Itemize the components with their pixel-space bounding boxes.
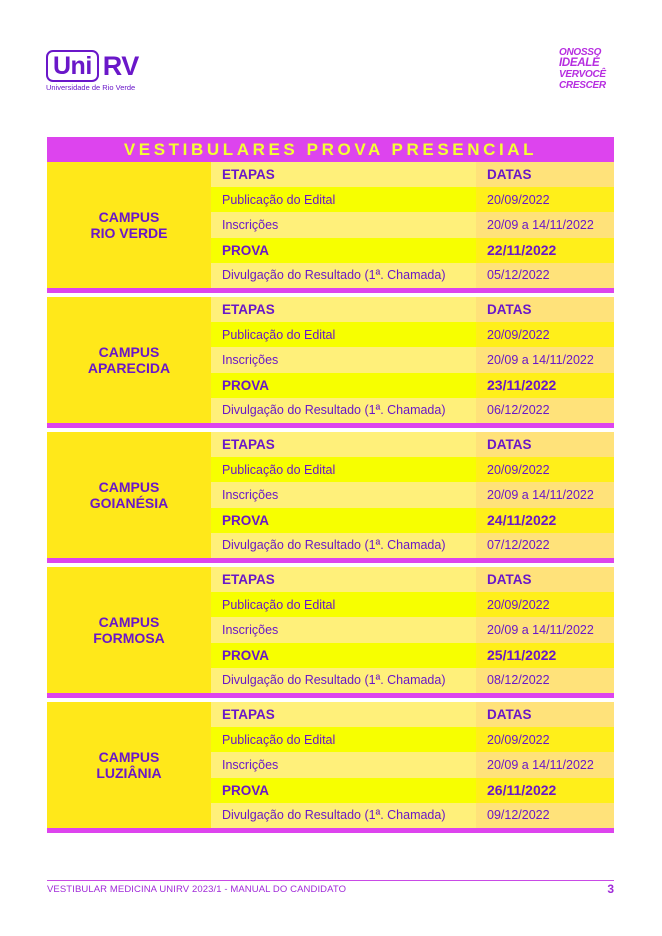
stage-cell: Publicação do Edital bbox=[222, 327, 336, 342]
table-row bbox=[211, 482, 614, 507]
campus-separator bbox=[47, 288, 614, 297]
stage-cell: Divulgação do Resultado (1ª. Chamada) bbox=[222, 673, 446, 688]
stage-cell: PROVA bbox=[222, 782, 270, 798]
campus-name-line2: FORMOSA bbox=[93, 630, 165, 646]
date-cell: 20/09/2022 bbox=[476, 727, 614, 752]
table-header-row bbox=[211, 567, 614, 592]
date-cell: 09/12/2022 bbox=[476, 803, 614, 828]
table-row bbox=[211, 592, 614, 617]
campus-block bbox=[47, 162, 614, 297]
table-row bbox=[211, 457, 614, 482]
campus-section bbox=[47, 702, 614, 828]
campus-block bbox=[47, 432, 614, 567]
footer-text: VESTIBULAR MEDICINA UNIRV 2023/1 - MANUAL DO CANDIDATO bbox=[47, 884, 347, 895]
campus-rows bbox=[211, 432, 614, 558]
table-row bbox=[211, 778, 614, 803]
stage-cell: Publicação do Edital bbox=[222, 597, 336, 612]
stage-cell: Publicação do Edital bbox=[222, 462, 336, 477]
date-cell: 08/12/2022 bbox=[476, 668, 614, 693]
date-cell: 20/09 a 14/11/2022 bbox=[476, 482, 614, 507]
table-row bbox=[211, 533, 614, 558]
date-cell: 20/09/2022 bbox=[476, 457, 614, 482]
date-header: DATAS bbox=[476, 567, 614, 592]
campus-separator bbox=[47, 558, 614, 567]
campus-name bbox=[47, 567, 211, 693]
campus-name bbox=[47, 702, 211, 828]
table-row bbox=[211, 212, 614, 237]
stage-cell: PROVA bbox=[222, 647, 270, 663]
campus-name-line2: LUZIÂNIA bbox=[96, 765, 162, 781]
date-cell: 06/12/2022 bbox=[476, 398, 614, 423]
table-header-row bbox=[211, 432, 614, 457]
date-header: DATAS bbox=[476, 432, 614, 457]
campus-name-line1: CAMPUS bbox=[98, 209, 160, 225]
campus-name-text bbox=[88, 344, 170, 376]
table-header-row bbox=[211, 297, 614, 322]
campus-block bbox=[47, 567, 614, 702]
campus-name-line1: CAMPUS bbox=[98, 614, 160, 630]
date-cell: 20/09/2022 bbox=[476, 187, 614, 212]
stage-cell: Publicação do Edital bbox=[222, 192, 336, 207]
stage-cell: PROVA bbox=[222, 377, 270, 393]
campus-name-line2: APARECIDA bbox=[87, 360, 171, 376]
date-cell: 20/09 a 14/11/2022 bbox=[476, 617, 614, 642]
table-row bbox=[211, 238, 614, 263]
stage-cell: PROVA bbox=[222, 512, 270, 528]
table-row bbox=[211, 803, 614, 828]
slogan-line: VERVOCÊ bbox=[559, 69, 606, 80]
table-row bbox=[211, 668, 614, 693]
date-cell: 20/09 a 14/11/2022 bbox=[476, 347, 614, 372]
campus-name-line1: CAMPUS bbox=[98, 344, 160, 360]
logo-uni-box: Uni bbox=[46, 50, 99, 82]
campus-section bbox=[47, 297, 614, 423]
table-row bbox=[211, 727, 614, 752]
date-header: DATAS bbox=[476, 162, 614, 187]
table-row bbox=[211, 617, 614, 642]
campus-separator bbox=[47, 693, 614, 702]
campus-name-text bbox=[90, 209, 167, 241]
campus-block bbox=[47, 297, 614, 432]
stage-cell: Inscrições bbox=[222, 217, 279, 232]
campus-name-text bbox=[90, 479, 169, 511]
date-cell: 05/12/2022 bbox=[476, 263, 614, 288]
campus-separator bbox=[47, 423, 614, 432]
stage-cell: Inscrições bbox=[222, 622, 279, 637]
campus-section bbox=[47, 567, 614, 693]
stage-cell: Inscrições bbox=[222, 352, 279, 367]
date-header: DATAS bbox=[476, 297, 614, 322]
stage-cell: Divulgação do Resultado (1ª. Chamada) bbox=[222, 808, 446, 823]
table-row bbox=[211, 752, 614, 777]
stage-header: ETAPAS bbox=[222, 302, 275, 318]
campus-name-line1: CAMPUS bbox=[98, 749, 160, 765]
campus-rows bbox=[211, 702, 614, 828]
stage-header: ETAPAS bbox=[222, 167, 275, 183]
campus-section bbox=[47, 432, 614, 558]
logo-subtitle: Universidade de Rio Verde bbox=[46, 83, 136, 92]
campus-list bbox=[47, 162, 614, 833]
slogan-line: CRESCER bbox=[559, 80, 606, 91]
table-header-row bbox=[211, 162, 614, 187]
page-number: 3 bbox=[607, 882, 614, 896]
campus-block bbox=[47, 702, 614, 833]
date-header: DATAS bbox=[476, 702, 614, 727]
campus-name bbox=[47, 162, 211, 288]
date-cell: 07/12/2022 bbox=[476, 533, 614, 558]
stage-header: ETAPAS bbox=[222, 572, 275, 588]
table-row bbox=[211, 643, 614, 668]
campus-separator bbox=[47, 828, 614, 833]
slogan-logo bbox=[559, 47, 615, 91]
logo-wordmark bbox=[46, 50, 139, 82]
campus-name-text bbox=[96, 749, 161, 781]
stage-cell: Inscrições bbox=[222, 487, 279, 502]
slogan-line: ONOSSO bbox=[559, 47, 602, 58]
date-cell: 24/11/2022 bbox=[476, 508, 614, 533]
campus-name-text bbox=[93, 614, 165, 646]
campus-rows bbox=[211, 297, 614, 423]
date-cell: 23/11/2022 bbox=[476, 373, 614, 398]
stage-cell: Divulgação do Resultado (1ª. Chamada) bbox=[222, 403, 446, 418]
table-row bbox=[211, 508, 614, 533]
table-row bbox=[211, 398, 614, 423]
table-row bbox=[211, 347, 614, 372]
logo-rv-text: RV bbox=[102, 50, 139, 81]
date-cell: 20/09 a 14/11/2022 bbox=[476, 212, 614, 237]
table-row bbox=[211, 322, 614, 347]
date-cell: 20/09/2022 bbox=[476, 322, 614, 347]
date-cell: 22/11/2022 bbox=[476, 238, 614, 263]
date-cell: 20/09/2022 bbox=[476, 592, 614, 617]
table-header-row bbox=[211, 702, 614, 727]
campus-name bbox=[47, 297, 211, 423]
footer-divider bbox=[47, 880, 614, 881]
table-row bbox=[211, 373, 614, 398]
stage-cell: Publicação do Edital bbox=[222, 732, 336, 747]
campus-rows bbox=[211, 567, 614, 693]
stage-header: ETAPAS bbox=[222, 707, 275, 723]
stage-cell: PROVA bbox=[222, 242, 270, 258]
campus-section bbox=[47, 162, 614, 288]
stage-cell: Divulgação do Resultado (1ª. Chamada) bbox=[222, 538, 446, 553]
unirv-logo bbox=[46, 50, 139, 92]
schedule-table bbox=[47, 137, 614, 833]
date-cell: 20/09 a 14/11/2022 bbox=[476, 752, 614, 777]
stage-cell: Divulgação do Resultado (1ª. Chamada) bbox=[222, 268, 446, 283]
campus-name-line2: RIO VERDE bbox=[90, 225, 168, 241]
table-title: VESTIBULARES PROVA PRESENCIAL bbox=[47, 137, 614, 162]
campus-rows bbox=[211, 162, 614, 288]
campus-name-line1: CAMPUS bbox=[98, 479, 160, 495]
date-cell: 25/11/2022 bbox=[476, 643, 614, 668]
campus-name bbox=[47, 432, 211, 558]
stage-header: ETAPAS bbox=[222, 437, 275, 453]
stage-cell: Inscrições bbox=[222, 757, 279, 772]
campus-name-line2: GOIANÉSIA bbox=[89, 495, 169, 511]
table-row bbox=[211, 187, 614, 212]
table-row bbox=[211, 263, 614, 288]
date-cell: 26/11/2022 bbox=[476, 778, 614, 803]
slogan-line: IDEALÉ bbox=[559, 57, 600, 69]
